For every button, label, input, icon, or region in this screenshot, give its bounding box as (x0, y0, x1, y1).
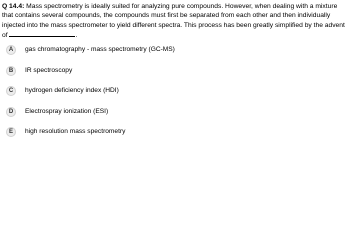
answer-blank (9, 30, 78, 39)
option-letter-badge: A (6, 45, 16, 55)
option-c[interactable] (6, 85, 336, 97)
option-label: hydrogen deficiency index (HDI) (25, 87, 119, 95)
option-letter-badge: B (6, 66, 16, 76)
option-d[interactable] (6, 106, 336, 118)
option-b[interactable] (6, 65, 336, 77)
option-label: high resolution mass spectrometry (25, 128, 126, 136)
option-label: IR spectroscopy (25, 66, 73, 74)
option-e[interactable] (6, 126, 336, 138)
question-number: Q 14.4: (2, 3, 25, 10)
option-label: gas chromatography - mass spectrometry (GC-MS) (25, 46, 175, 53)
option-label: Electrospray ionization (ESI) (25, 107, 109, 115)
answer-options (6, 44, 336, 138)
option-letter-badge: D (6, 107, 16, 117)
option-a[interactable] (6, 44, 336, 56)
option-letter-badge: E (6, 127, 16, 137)
option-letter-badge: C (6, 86, 16, 96)
question-text (2, 2, 346, 40)
question-body: Mass spectrometry is ideally suited for analyzing pure compounds. However, when dealing with a mixture that contains several compounds, the compounds must first be separated from each other and then individually injected into the mass spectrometer to yield different spectra. This process has been greatly simplified by the advent of (2, 3, 345, 39)
question-end: . (75, 31, 78, 39)
